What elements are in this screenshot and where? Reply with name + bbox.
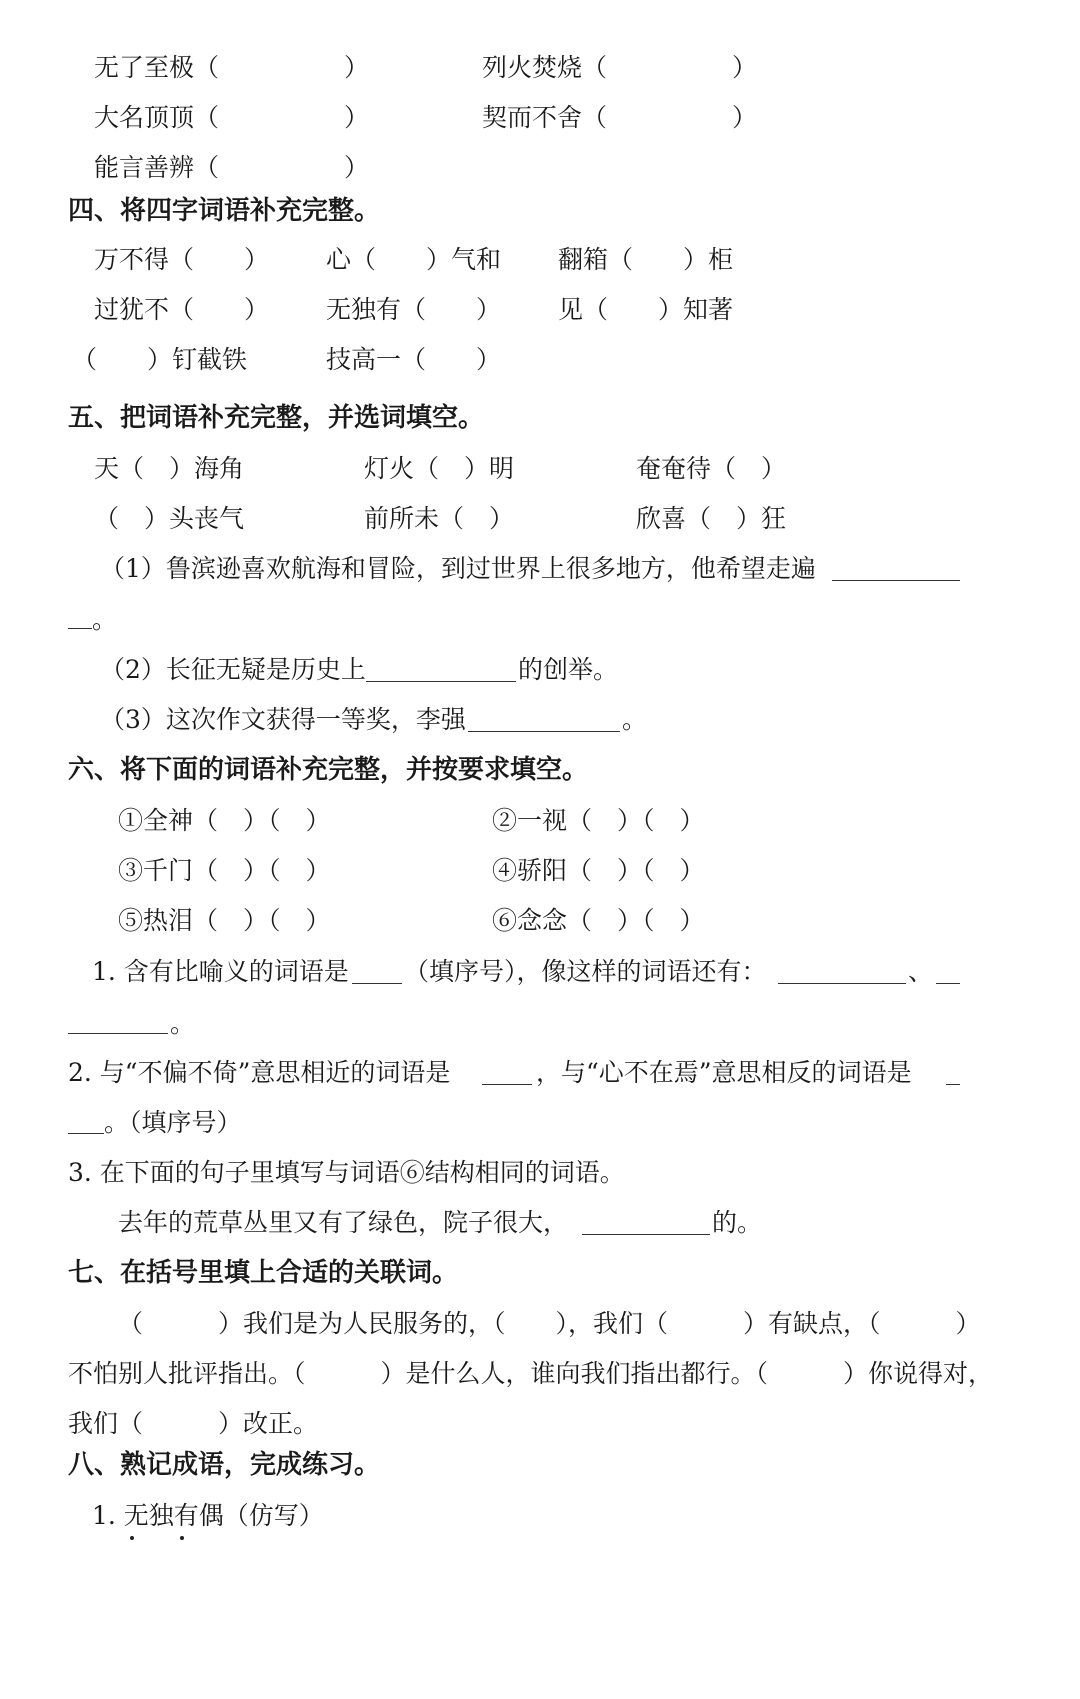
idiom-item: （ ）钉截铁: [72, 345, 248, 374]
answer-blank: [936, 983, 960, 984]
emphasis-dot: [180, 1536, 184, 1540]
word-item: ③千门（ ）（ ）: [118, 856, 331, 885]
paragraph-line: 不怕别人批评指出。（ ）是什么人，谁向我们指出都行。（ ）你说得对，: [68, 1359, 994, 1388]
question-text: 。: [622, 705, 648, 734]
answer-blank: [68, 1133, 104, 1134]
word-item: ⑥念念（ ）（ ）: [492, 906, 705, 935]
answer-blank: [946, 1084, 960, 1085]
word-item: 大名顶顶（ ）: [94, 103, 370, 132]
idiom-item: 技高一（ ）: [326, 345, 502, 374]
word-item: ①全神（ ）（ ）: [118, 806, 331, 835]
idiom-item: 过犹不（ ）: [94, 295, 270, 324]
idiom-item: 无独有（ ）: [326, 295, 502, 324]
question-text: ，与“心不在焉”意思相反的词语是: [536, 1058, 912, 1087]
word-item: 列火焚烧（ ）: [482, 53, 758, 82]
question-text: 的。: [712, 1208, 763, 1237]
idiom-item: 心（ ）气和: [326, 245, 502, 274]
section-heading: 四、将四字词语补充完整。: [68, 196, 381, 226]
answer-blank: [832, 580, 960, 581]
question-text: 1. 无独有偶（仿写）: [92, 1501, 324, 1530]
answer-blank: [366, 681, 516, 682]
word-item: 无了至极（ ）: [94, 53, 370, 82]
idiom-item: 万不得（ ）: [94, 245, 270, 274]
idiom-item: 灯火（ ）明: [364, 454, 515, 483]
question-text: 、: [908, 957, 934, 986]
answer-blank: [68, 628, 92, 629]
word-item: ④骄阳（ ）（ ）: [492, 856, 705, 885]
question-text: 的创举。: [518, 655, 619, 684]
question-text: 3. 在下面的句子里填写与词语⑥结构相同的词语。: [68, 1158, 625, 1187]
question-text: 。: [170, 1009, 196, 1038]
paragraph-line: （ ）我们是为人民服务的，（ ），我们（ ）有缺点，（ ）: [118, 1309, 981, 1338]
question-text: （2）长征无疑是历史上: [100, 655, 366, 684]
word-item: ②一视（ ）（ ）: [492, 806, 705, 835]
idiom-item: 欣喜（ ）狂: [636, 504, 787, 533]
answer-blank: [352, 983, 402, 984]
answer-blank: [582, 1234, 710, 1235]
answer-blank: [468, 731, 620, 732]
word-item: ⑤热泪（ ）（ ）: [118, 906, 331, 935]
idiom-item: 翻箱（ ）柜: [558, 245, 734, 274]
answer-blank: [68, 1033, 168, 1034]
question-text: （1）鲁滨逊喜欢航海和冒险，到过世界上很多地方，他希望走遍: [100, 554, 816, 583]
question-text: 。: [92, 605, 118, 634]
question-text: 2. 与“不偏不倚”意思相近的词语是: [68, 1058, 451, 1087]
emphasis-dot: [130, 1536, 134, 1540]
word-item: 契而不舍（ ）: [482, 103, 758, 132]
question-text: （3）这次作文获得一等奖，李强: [100, 705, 466, 734]
question-text: （填序号），像这样的词语还有：: [404, 957, 767, 986]
answer-blank: [778, 983, 906, 984]
idiom-item: 奄奄待（ ）: [636, 454, 787, 483]
question-text: 去年的荒草丛里又有了绿色，院子很大，: [118, 1208, 569, 1237]
answer-blank: [482, 1084, 532, 1085]
idiom-item: 天（ ）海角: [94, 454, 245, 483]
section-heading: 七、在括号里填上合适的关联词。: [68, 1258, 459, 1288]
section-heading: 五、把词语补充完整，并选词填空。: [68, 403, 485, 433]
idiom-item: 见（ ）知著: [558, 295, 734, 324]
question-text: 1. 含有比喻义的词语是: [92, 957, 349, 986]
idiom-item: （ ）头丧气: [94, 504, 245, 533]
section-heading: 八、熟记成语，完成练习。: [68, 1450, 381, 1480]
question-text: 。（填序号）: [104, 1108, 242, 1137]
idiom-item: 前所未（ ）: [364, 504, 515, 533]
word-item: 能言善辨（ ）: [94, 153, 370, 182]
section-heading: 六、将下面的词语补充完整，并按要求填空。: [68, 755, 589, 785]
paragraph-line: 我们（ ）改正。: [68, 1409, 319, 1438]
